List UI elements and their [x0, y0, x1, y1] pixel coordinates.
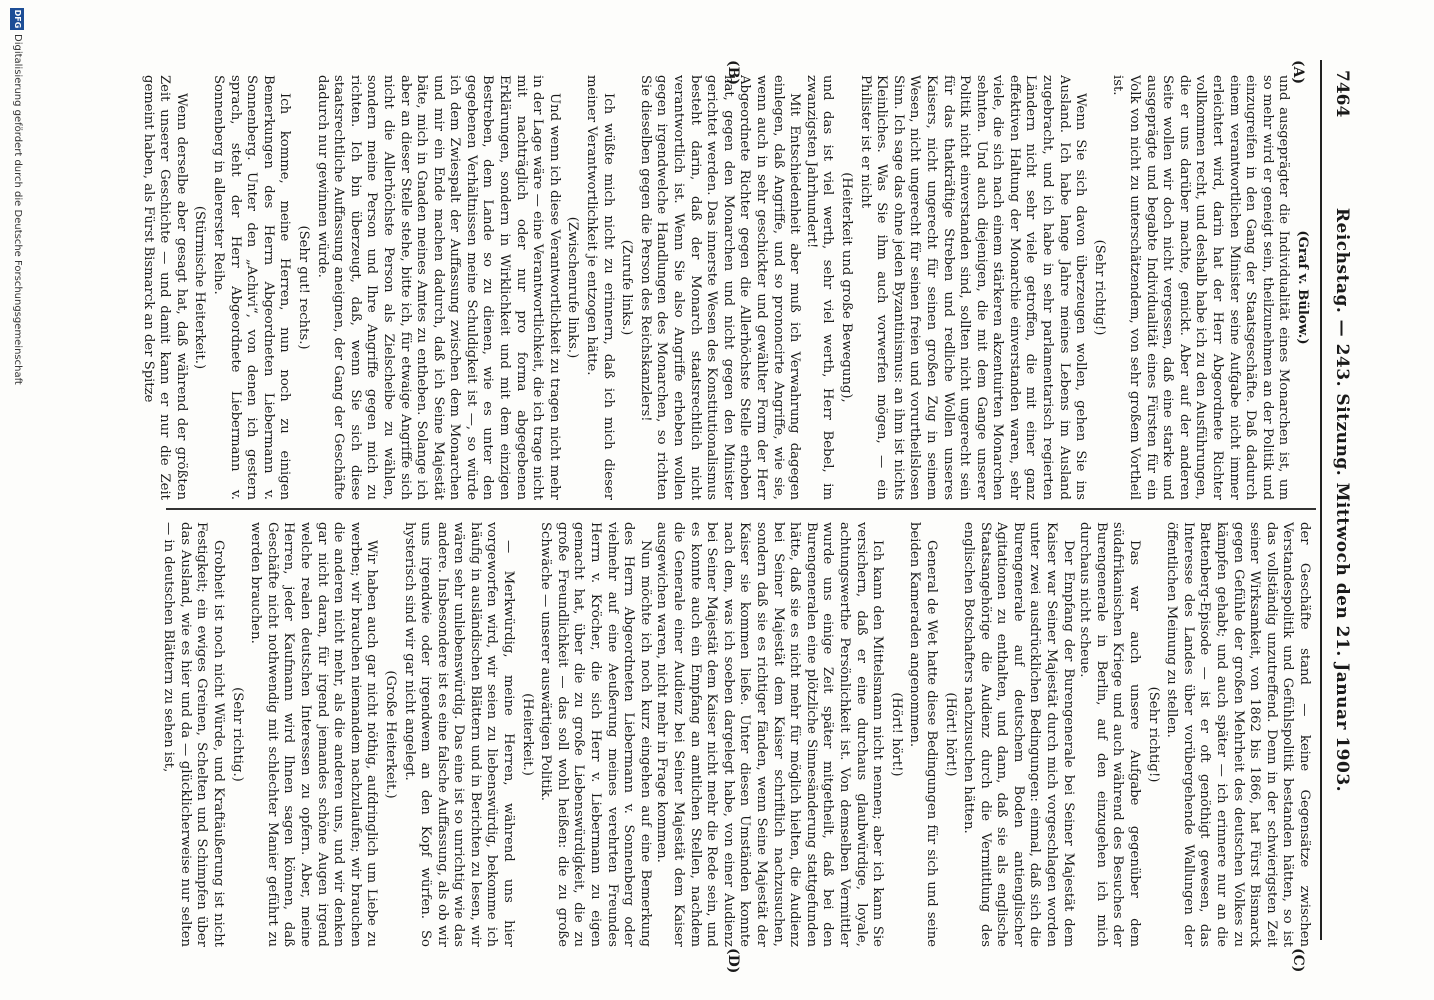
interjection: (Sehr richtig!)	[1091, 239, 1107, 336]
margin-marker-a: (A)	[1290, 60, 1306, 85]
paragraph: Nun möchte ich noch kurz eingehen auf eine Bemerkung des Herrn Abgeordneten Liebermann v. Sonnenberg oder vielmehr auf eine Aeußerung meines verehrten Freundes Herrn v. Kröcher, die sich Herr v. Liebermann zu eigen gemacht hat, über die zu große Liebenswürdigkeit, die zu große Freundlichkeit — das soll wohl heißen: die zu große Schwäche — unserer auswärtigen Politik.	[538, 522, 653, 947]
dfg-logo-icon: DFG	[10, 8, 24, 30]
paragraph: Wenn derselbe aber gesagt hat, daß während der größten Zeit unserer Geschichte — und damit kann er nur die Zeit gemeint haben, als Fürst Bismarck an der Spitze	[140, 75, 189, 500]
page-title: Reichstag. — 243. Sitzung. Mittwoch den 21. Januar 1903.	[1332, 207, 1352, 793]
paragraph: und das ist viel werth, sehr viel werth, Herr Bebel, im zwanzigsten Jahrhundert!	[803, 75, 836, 500]
paragraph: Wir haben auch gar nicht nöthig, aufdringlich um Liebe zu werben; wir brauchen niemandem nachzulaufen; wir brauchen die anderen nicht mehr, als die anderen uns, und wir denken gar nicht daran, für irgend jemandes schöne Augen irgend welche realen deutschen Interessen zu opfern. Aber, meine Herren, jeder Kaufmann wird Ihnen sagen können, daß Geschäfte nicht nothwendig mit schlechter Manier geführt zu werden brauchen.	[248, 522, 380, 947]
interjection: (Heiterkeit und große Bewegung),	[838, 172, 854, 403]
paragraph: Ich komme, meine Herren, nun noch zu einigen Bemerkungen des Herrn Abgeordneten Liebermann v. Sonnenberg. Unter den „Achivi“, von denen ich gestern sprach, steht der Herr Abgeordnete Liebermann v. Sonnenberg in allererster Reihe.	[211, 75, 293, 500]
interjection: (Zwischenrufe links.)	[565, 216, 581, 359]
paragraph: Grobheit ist noch nicht Würde, und Kraftäußerung ist nicht Festigkeit; ein ewiges Greinen, Schelten und Schimpfen über das Ausland, wie es hier und da — glücklicherweise nur selten — in deutschen Blättern zu sehen ist,	[161, 522, 226, 947]
header-rule	[1320, 60, 1322, 940]
paragraph: Ich wüßte mich nicht zu erinnern, daß ich mich dieser meiner Verantwortlichkeit je entzogen hätte.	[584, 75, 616, 500]
paragraph: Wenn Sie sich davon überzeugen wollen, gehen Sie ins Ausland. Ich habe lange Jahre meines Lebens im Ausland zugebracht, und ich habe in sehr parlamentarisch regierten Ländern nicht sehr viele getroffen, die mit einer ganz effektiven Haltung der Monarchie einverstanden waren, sehr viele, die sich nach einem stärkeren akzentuirten Monarchen sehnten. Und auch diejenigen, die mit dem Gange unserer Politik nicht einverstanden sind, sollten nicht ungerecht sein für das thatkräftige Streben und redliche Wollen unseres Kaisers, nicht ungerecht für seinen großen Zug in seinem Wesen, nicht ungerecht für seinen freien und vorurtheilslosen Sinn. Ich sage das ohne jeden Byzantinismus: an ihm ist nichts Kleinliches. Was Sie ihm auch vorwerfen mögen, — ein Philister ist er nicht	[857, 75, 1089, 500]
interjection: (Zurufe links.)	[619, 239, 635, 336]
right-column	[102, 522, 1312, 947]
paragraph: Mit Entschiedenheit aber muß ich Verwahrung dagegen einlegen, daß Angriffe, und so prononcirte Angriffe, wie sie, wenn auch in sehr geschickter und gewählter Form der Herr Abgeordnete Richter gegen die Allerhöchste Stelle erhoben hat, gegen den Monarchen und nicht gegen den Minister gerichtet werden. Das innerste Wesen des Konstitutionalismus besteht darin, daß der Monarch staatsrechtlich nicht verantwortlich ist. Wenn Sie also Angriffe erheben wollen gegen irgendwelche Handlungen des Monarchen, so richten Sie dieselben gegen die Person des Reichskanzlers!	[637, 75, 803, 500]
paragraph: Das war auch unsere Aufgabe gegenüber dem südafrikanischen Kriege und auch während des Besuches der Burengenerale in Berlin, auf den einzugehen ich mich durchaus nicht scheue.	[1077, 522, 1143, 947]
paragraph: General de Wet hatte diese Bedingungen für sich und seine beiden Kameraden angenommen.	[907, 522, 939, 947]
funding-note: Digitalisierung gefördert durch die Deutsche Forschungsgemeinschaft	[12, 34, 23, 385]
margin-marker-b: (B)	[725, 60, 741, 86]
paragraph: und ausgeprägter die Individualität eines Monarchen ist, um so mehr wird er geneigt sein, theilzunehmen an der Politik und einzugreifen in den Gang der Staatsgeschäfte. Daß dadurch einem verantwortlichen Minister seine Aufgabe nicht immer erleichtert wird, darin hat der Herr Abgeordnete Richter vollkommen recht, und deshalb habe ich zu den Ausführungen, die er uns darüber machte, genickt. Aber auf der anderen Seite wollen wir doch nicht vergessen, daß eine starke und ausgeprägte und begabte Individualität eines Fürsten für ein Volk von nicht zu unterschätzendem, von sehr großem Vortheil ist.	[1110, 75, 1292, 500]
interjection: (Hört! hört!)	[942, 692, 958, 777]
interjection: (Sehr richtig.)	[229, 687, 245, 782]
margin-marker-c: (C)	[1290, 948, 1306, 973]
page-number: 7464	[1332, 70, 1352, 118]
speaker-label: (Graf v. Bülow.)	[1295, 230, 1310, 345]
left-column	[102, 75, 1312, 500]
column-divider	[166, 508, 1316, 510]
margin-marker-d: (D)	[725, 948, 741, 974]
interjection: (Hört! hört!)	[888, 692, 904, 777]
interjection: (Sehr gut! rechts.)	[295, 225, 311, 350]
interjection: (Große Heiterkeit.)	[382, 670, 398, 799]
footer	[4, 0, 26, 1000]
paragraph: Ich kann den Mittelsmann nicht nennen; aber ich kann Sie versichern, daß er eine durchaus glaubwürdige, loyale, achtungswerthe Persönlichkeit ist. Von demselben Vermittler wurde uns einige Zeit später mitgetheilt, daß bei den Burengeneralen eine plötzliche Sinnesänderung stattgefunden hätte, daß sie es nicht mehr für möglich hielten, die Audienz bei Seiner Majestät dem Kaiser schriftlich nachzusuchen, sondern daß sie es richtiger fänden, wenn Seine Majestät der Kaiser sie kommen ließe. Unter diesen Umständen konnte nach dem, was ich soeben dargelegt habe, von einer Audienz bei Seiner Majestät dem Kaiser nicht mehr die Rede sein, und es konnte auch ein Empfang an amtlichen Stellen, nachdem die Generale einer Audienz bei Seiner Majestät dem Kaiser ausgewichen waren, nicht mehr in Frage kommen.	[654, 522, 886, 947]
paragraph: der Geschäfte stand — keine Gegensätze zwischen Verstandespolitik und Gefühlspolitik bestanden hätten, so ist das vollständig unzutreffend. Denn in der schwierigsten Zeit seiner Wirksamkeit, von 1862 bis 1866, hat Fürst Bismarck gegen Gefühle der großen Mehrheit des deutschen Volkes zu kämpfen gehabt; und auch später — ich erinnere nur an die Battenberg-Episode — ist er oft genöthigt gewesen, das Interesse des Landes über vorübergehende Wallungen der öffentlichen Meinung zu stellen.	[1164, 522, 1312, 947]
page-header	[1326, 60, 1356, 940]
interjection: (Heiterkeit.)	[519, 693, 535, 776]
paragraph: Der Empfang der Burengenerale bei Seiner Majestät dem Kaiser war Seiner Majestät durch mich vorgeschlagen worden unter zwei ausdrücklichen Bedingungen: einmal, daß sich die Burengenerale auf deutschem Boden antienglischer Agitationen zu enthalten, und dann, daß sie als englische Staatsangehörige die Audienz durch die Vermittlung des englischen Botschafters nachzusuchen hätten.	[961, 522, 1076, 947]
paragraph: — Merkwürdig, meine Herren, während uns hier vorgeworfen wird, wir seien zu liebenswürdig, bekomme ich häufig in ausländischen Blättern und in Berichten zu lesen, wir wären sehr unliebenswürdig. Das eine ist so unrichtig wie das andere. Insbesondere ist es eine falsche Auffassung, als ob wir uns irgendwie oder irgendwem an den Kopf würfen. So hysterisch sind wir gar nicht angelegt.	[401, 522, 517, 947]
paragraph: Und wenn ich diese Verantwortlichkeit zu tragen nicht mehr in der Lage wäre — eine Verantwortlichkeit, die ich trage nicht mit nachträglich oder nur pro forma abgegebenen Erklärungen, sondern in Wirklichkeit und mit dem einzigen Bestreben, dem Lande so zu dienen, wie es unter den gegebenen Verhältnissen meine Schuldigkeit ist —, so würde ich dem Zwiespalt der Auffassung zwischen dem Monarchen und mir ein Ende machen dadurch, daß ich Seine Majestät bäte, mich in Gnaden meines Amtes zu entheben. Solange ich aber an dieser Stelle stehe, bitte ich, für etwaige Angriffe sich nicht die Allerhöchste Person als Zielscheibe zu wählen, sondern meine Person und Ihre Angriffe gegen mich zu richten. Ich bin überzeugt, daß, wenn Sie sich diese staatsrechtliche Auffassung aneignen, der Gang der Geschäfte dadurch nur gewinnen würde.	[314, 75, 562, 500]
interjection: (Stürmische Heiterkeit.)	[192, 205, 208, 370]
interjection: (Sehr richtig!)	[1145, 686, 1161, 783]
